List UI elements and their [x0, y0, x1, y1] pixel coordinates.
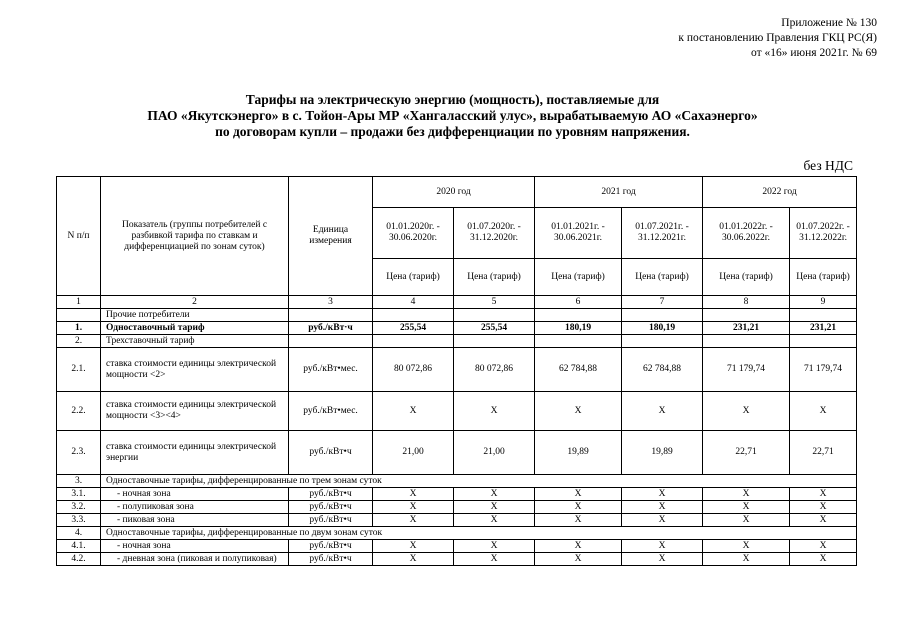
- row-indicator: ставка стоимости единицы электрической мощности <2>: [101, 348, 289, 392]
- row-value: X: [535, 553, 622, 566]
- tariff-table: [56, 176, 857, 566]
- row-value: X: [373, 488, 454, 501]
- row-value: X: [454, 553, 535, 566]
- row-value: X: [703, 540, 790, 553]
- row-value: X: [454, 540, 535, 553]
- row-number: 3.1.: [57, 488, 101, 501]
- table-row: [57, 475, 857, 488]
- row-value: [373, 335, 454, 348]
- row-indicator: - ночная зона: [101, 488, 289, 501]
- row-indicator: ставка стоимости единицы электрической мощности <3><4>: [101, 392, 289, 431]
- row-unit: руб./кВт•ч: [289, 553, 373, 566]
- row-value: X: [703, 392, 790, 431]
- table-row: [57, 431, 857, 475]
- row-unit: руб./кВт•мес.: [289, 392, 373, 431]
- document-title: [0, 92, 905, 140]
- row-value: X: [373, 553, 454, 566]
- row-value: X: [622, 392, 703, 431]
- row-unit: [289, 309, 373, 322]
- row-value: X: [622, 540, 703, 553]
- row-value: X: [535, 514, 622, 527]
- row-value: X: [535, 540, 622, 553]
- row-unit: [289, 335, 373, 348]
- row-unit: руб./кВт·ч: [289, 322, 373, 335]
- column-number: 7: [622, 296, 703, 309]
- row-value: 62 784,88: [535, 348, 622, 392]
- row-value: X: [622, 501, 703, 514]
- row-unit: руб./кВт•ч: [289, 540, 373, 553]
- row-value: 22,71: [703, 431, 790, 475]
- row-unit: руб./кВт•мес.: [289, 348, 373, 392]
- row-value: X: [622, 553, 703, 566]
- row-indicator: - дневная зона (пиковая и полупиковая): [101, 553, 289, 566]
- row-value: X: [703, 514, 790, 527]
- row-unit: руб./кВт•ч: [289, 501, 373, 514]
- row-value: X: [373, 501, 454, 514]
- row-value: [790, 309, 857, 322]
- row-value: X: [790, 488, 857, 501]
- row-value: X: [535, 392, 622, 431]
- row-value: X: [790, 392, 857, 431]
- row-value: 231,21: [703, 322, 790, 335]
- header-year-2020: 2020 год: [373, 177, 535, 208]
- row-value: 180,19: [622, 322, 703, 335]
- row-value: X: [454, 514, 535, 527]
- row-value: 80 072,86: [454, 348, 535, 392]
- row-value: X: [790, 540, 857, 553]
- row-value: [454, 309, 535, 322]
- row-value: X: [373, 392, 454, 431]
- row-number: 2.3.: [57, 431, 101, 475]
- row-value: 19,89: [535, 431, 622, 475]
- row-value: [703, 309, 790, 322]
- row-indicator: Одноставочный тариф: [101, 322, 289, 335]
- header-period: 01.01.2020г. - 30.06.2020г.: [373, 208, 454, 259]
- row-number: 4.: [57, 527, 101, 540]
- row-number: [57, 309, 101, 322]
- row-value: X: [454, 488, 535, 501]
- header-price: Цена (тариф): [622, 259, 703, 296]
- table-row: [57, 322, 857, 335]
- row-value: X: [535, 488, 622, 501]
- table-row: [57, 335, 857, 348]
- row-value: 255,54: [373, 322, 454, 335]
- row-indicator: - ночная зона: [101, 540, 289, 553]
- annex-number: Приложение № 130: [781, 17, 877, 29]
- row-indicator: ставка стоимости единицы электрической энергии: [101, 431, 289, 475]
- table-row: [57, 348, 857, 392]
- header-period: 01.01.2022г. - 30.06.2022г.: [703, 208, 790, 259]
- column-number: 1: [57, 296, 101, 309]
- header-year-2022: 2022 год: [703, 177, 857, 208]
- row-value: X: [454, 501, 535, 514]
- row-value: X: [373, 540, 454, 553]
- header-price: Цена (тариф): [703, 259, 790, 296]
- row-value: X: [535, 501, 622, 514]
- row-value: [535, 335, 622, 348]
- row-indicator: Одноставочные тарифы, дифференцированные по трем зонам суток: [101, 475, 857, 488]
- row-value: [535, 309, 622, 322]
- row-unit: руб./кВт•ч: [289, 431, 373, 475]
- row-value: X: [703, 501, 790, 514]
- header-period: 01.01.2021г. - 30.06.2021г.: [535, 208, 622, 259]
- row-value: 80 072,86: [373, 348, 454, 392]
- column-number: 4: [373, 296, 454, 309]
- column-number: 6: [535, 296, 622, 309]
- header-price: Цена (тариф): [535, 259, 622, 296]
- row-number: 2.2.: [57, 392, 101, 431]
- header-price: Цена (тариф): [373, 259, 454, 296]
- row-unit: руб./кВт•ч: [289, 488, 373, 501]
- row-value: 21,00: [454, 431, 535, 475]
- header-period: 01.07.2022г. - 31.12.2022г.: [790, 208, 857, 259]
- row-value: X: [454, 392, 535, 431]
- header-indicator: Показатель (группы потребителей с разбивкой тарифа по ставкам и дифференциацией по зонам суток): [101, 177, 289, 296]
- row-number: 2.: [57, 335, 101, 348]
- row-value: [703, 335, 790, 348]
- row-number: 4.1.: [57, 540, 101, 553]
- header-period: 01.07.2020г. - 31.12.2020г.: [454, 208, 535, 259]
- row-indicator: - полупиковая зона: [101, 501, 289, 514]
- row-value: [622, 309, 703, 322]
- row-value: X: [790, 501, 857, 514]
- row-value: [373, 309, 454, 322]
- row-number: 3.: [57, 475, 101, 488]
- row-indicator: - пиковая зона: [101, 514, 289, 527]
- row-number: 4.2.: [57, 553, 101, 566]
- header-unit: Единица измерения: [289, 177, 373, 296]
- header-price: Цена (тариф): [790, 259, 857, 296]
- row-value: X: [622, 488, 703, 501]
- row-value: X: [703, 488, 790, 501]
- row-value: 19,89: [622, 431, 703, 475]
- column-number: 8: [703, 296, 790, 309]
- row-value: 62 784,88: [622, 348, 703, 392]
- column-number: 5: [454, 296, 535, 309]
- annex-date: от «16» июня 2021г. № 69: [751, 47, 877, 59]
- title-line-2: ПАО «Якутскэнерго» в с. Тойон-Ары МР «Хангаласский улус», вырабатываемую АО «Сахаэнерго»: [147, 108, 758, 123]
- table-row: [57, 553, 857, 566]
- row-value: X: [790, 553, 857, 566]
- table-row: [57, 309, 857, 322]
- row-value: 22,71: [790, 431, 857, 475]
- column-number: 3: [289, 296, 373, 309]
- row-indicator: Трехставочный тариф: [101, 335, 289, 348]
- table-row: [57, 540, 857, 553]
- row-value: 71 179,74: [790, 348, 857, 392]
- table-row: [57, 514, 857, 527]
- header-year-2021: 2021 год: [535, 177, 703, 208]
- row-indicator: Прочие потребители: [101, 309, 289, 322]
- table-row: [57, 488, 857, 501]
- row-indicator: Одноставочные тарифы, дифференцированные по двум зонам суток: [101, 527, 857, 540]
- title-line-1: Тарифы на электрическую энергию (мощность), поставляемые для: [245, 92, 660, 107]
- header-period: 01.07.2021г. - 31.12.2021г.: [622, 208, 703, 259]
- table-row: [57, 501, 857, 514]
- title-line-3: по договорам купли – продажи без дифференциации по уровням напряжения.: [215, 124, 690, 139]
- annex-resolution: к постановлению Правления ГКЦ РС(Я): [678, 32, 877, 44]
- row-number: 1.: [57, 322, 101, 335]
- table-row: [57, 392, 857, 431]
- row-value: [790, 335, 857, 348]
- row-value: X: [703, 553, 790, 566]
- header-price: Цена (тариф): [454, 259, 535, 296]
- row-value: [622, 335, 703, 348]
- row-value: 21,00: [373, 431, 454, 475]
- row-value: 255,54: [454, 322, 535, 335]
- row-value: X: [790, 514, 857, 527]
- column-number: 2: [101, 296, 289, 309]
- row-value: X: [373, 514, 454, 527]
- row-number: 3.3.: [57, 514, 101, 527]
- row-unit: руб./кВт•ч: [289, 514, 373, 527]
- row-value: 71 179,74: [703, 348, 790, 392]
- row-value: [454, 335, 535, 348]
- table-row: [57, 527, 857, 540]
- annex-block: [678, 16, 877, 61]
- vat-note: без НДС: [803, 158, 853, 173]
- row-value: 231,21: [790, 322, 857, 335]
- row-number: 2.1.: [57, 348, 101, 392]
- row-value: X: [622, 514, 703, 527]
- row-value: 180,19: [535, 322, 622, 335]
- column-number: 9: [790, 296, 857, 309]
- header-num: N п/п: [57, 177, 101, 296]
- row-number: 3.2.: [57, 501, 101, 514]
